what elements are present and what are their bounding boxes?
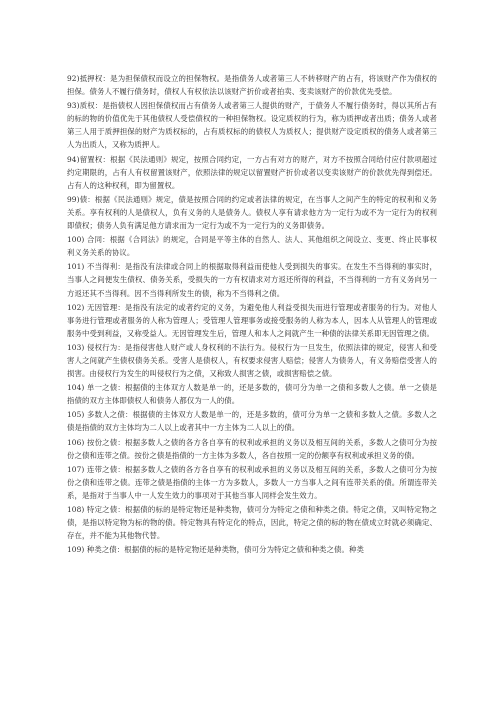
- paragraph-mortgage: 92)抵押权：是为担保债权而设立的担保物权。是指债务人或者第三人不转移财产的占有，将该财产作为债权的担保。债务人不履行债务时，债权人有权依法以该财产折价或者拍卖、变卖该财产的价款优先受偿。: [67, 74, 437, 97]
- paragraph-negotiorum-gestio: 102) 无因管理：是指没有法定的或者约定的义务，为避免他人利益受损失而进行管理或者服务的行为。对他人事务进行管理或者服务的人称为管理人；受管理人管理事务或接受服务的人称为本人，因本人从管理人的管理或服务中受到利益，又称受益人。无因管理发生后，管理人和本人之间就产生一种债的法律关系即无因管理之债。: [67, 302, 437, 338]
- paragraph-tort: 103) 侵权行为：是指侵害他人财产或人身权利的不法行为。侵权行为一旦发生，依照法律的规定，侵害人和受害人之间就产生债权债务关系。受害人是债权人，有权要求侵害人赔偿；侵害人为债务人，有义务赔偿受害人的损害。由侵权行为发生的叫侵权行为之债，又称致人损害之债，或损害赔偿之债。: [67, 342, 437, 379]
- paragraph-contract: 100) 合同：根据《合同法》的规定，合同是平等主体的自然人、法人、其他组织之间设立、变更、终止民事权利义务关系的协议。: [67, 235, 437, 258]
- paragraph-pledge: 93)质权：是指债权人因担保债权而占有债务人或者第三人提供的财产，于债务人不履行债务时，得以其所占有的标的物的价值优先于其他债权人受偿债权的一种担保物权。设定质权的行为，称为质押或者出质；债务人或者第三人用于质押担保的财产为质权标的，占有质权标的的债权人为质权人；提供财产设定质权的债务人或者第三人为出质人，又称为质押人。: [67, 101, 437, 150]
- paragraph-unjust-enrichment: 101) 不当得利：是指没有法律或合同上的根据取得利益而使他人受到损失的事实。在发生不当得利的事实时，当事人之间便发生债权、债务关系，受损失的一方有权请求对方返还所得的利益，不当得利的一方有义务向另一方返还其不当得利。因不当得利所发生的债，称为不当得利之债。: [67, 262, 437, 298]
- paragraph-generic-debt: 109) 种类之债：根据债的标的是特定物还是种类物，债可分为特定之债和种类之债。种类: [67, 545, 364, 555]
- paragraph-single-debt: 104) 单一之债：根据债的主体双方人数是单一的，还是多数的，债可分为单一之债和多数人之债。单一之债是指债的双方主体即债权人和债务人都仅为一人的债。: [67, 383, 437, 406]
- paragraph-lien: 94)留置权：根据《民法通则》规定，按照合同约定，一方占有对方的财产，对方不按照合同给付应付款项超过约定期限的，占有人有权留置该财产，依照法律的规定以留置财产折价或者以变卖该财产的价款优先得到偿还。占有人的这种权利，即为留置权。: [67, 154, 437, 190]
- document-body: [67, 72, 437, 557]
- paragraph-plural-debt: 105) 多数人之债：根据债的主体双方人数是单一的，还是多数的，债可分为单一之债和多数人之债。多数人之债是指债的双方主体均为二人以上或者其中一方主体为二人以上的债。: [67, 410, 437, 433]
- paragraph-debt: 99)债：根据《民法通则》规定，债是按照合同的约定或者法律的规定，在当事人之间产生的特定的权利和义务关系。享有权利的人是债权人，负有义务的人是债务人。债权人享有请求他方为一定行为或不为一定行为的权利即债权；债务人负有满足他方请求而为一定行为或不为一定行为的义务即债务。: [67, 194, 437, 231]
- paragraph-joint-debt: 107) 连带之债：根据多数人之债的各方各自享有的权利或承担的义务以及相互间的关系，多数人之债可分为按份之债和连带之债。连带之债是指债的主体一方为多数人，多数人一方当事人之间有连带关系的债。所谓连带关系，是指对于当事人中一人发生效力的事项对于其他当事人同样会发生效力。: [67, 464, 437, 500]
- paragraph-specific-debt: 108) 特定之债：根据债的标的是特定物还是种类物，债可分为特定之债和种类之债。特定之债，又叫特定物之债，是指以特定物为标的物的债。特定物具有特定化的特点，因此，特定之债的标的物在债成立时就必须确定、存在，并不能为其他物代替。: [67, 505, 437, 541]
- paragraph-several-debt: 106) 按份之债：根据多数人之债的各方各自享有的权利或承担的义务以及相互间的关系，多数人之债可分为按份之债和连带之债。按份之债是指债的一方主体为多数人，各自按照一定的份额享有权利或承担义务的债。: [67, 437, 437, 460]
